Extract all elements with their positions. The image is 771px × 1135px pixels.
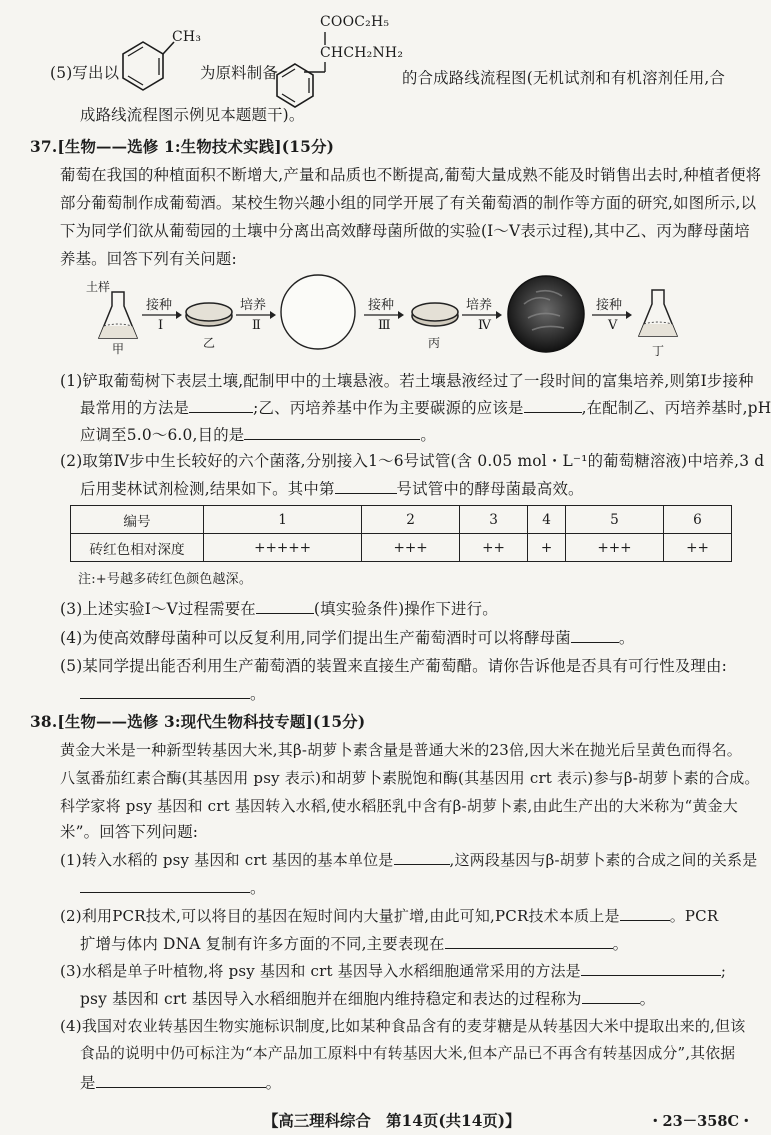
answer-blank-12[interactable]	[581, 960, 721, 976]
step-2-number: Ⅱ	[252, 318, 261, 333]
q38-q4-line3: 是 。	[80, 1074, 282, 1092]
q37-q2-line1: (2)取第Ⅳ步中生长较好的六个菌落,分别接入1～6号试管(含 0.05 mol・L⁻¹的葡萄糖溶液)中培养,3 d	[60, 452, 765, 470]
q37-q1-line2: 最常用的方法是 ;乙、丙培养基中作为主要碳源的应该是 ,在配制乙、丙培养基时,pH	[80, 399, 771, 417]
step-5-action: 接种	[596, 298, 623, 313]
table-row	[71, 506, 732, 534]
table-cell: +++++	[204, 534, 362, 562]
answer-blank-1[interactable]	[189, 397, 253, 413]
q37-q4: (4)为使高效酵母菌种可以反复利用,同学们提出生产葡萄酒时可以将酵母菌 。	[60, 629, 635, 647]
table-row	[71, 534, 732, 562]
flask-ding	[636, 288, 680, 340]
step-1-number: Ⅰ	[158, 318, 164, 333]
colony-plate	[506, 274, 586, 354]
yeast-isolation-diagram	[0, 270, 740, 370]
q37-q1-line1: (1)铲取葡萄树下表层土壤,配制甲中的土壤悬液。若土壤悬液经过了一段时间的富集培养,则第Ⅰ步接种	[60, 372, 754, 390]
table-cell: 5	[565, 506, 663, 534]
q37-intro-1: 葡萄在我国的种植面积不断增大,产量和品质也不断提高,葡萄大量成熟不能及时销售出去时,种植者便将	[60, 166, 762, 184]
table-cell: +	[528, 534, 566, 562]
label-ding: 丁	[652, 344, 665, 358]
exam-code: ・23－358C・	[648, 1113, 754, 1130]
step-1-action: 接种	[146, 298, 173, 313]
q37-q5-line1: (5)某同学提出能否利用生产葡萄酒的装置来直接生产葡萄醋。请你告诉他是否具有可行性及理由:	[60, 657, 728, 675]
answer-blank-10[interactable]	[620, 905, 670, 921]
table-header-label: 编号	[71, 506, 204, 534]
step-3-action: 接种	[368, 298, 395, 313]
q38-intro-2: 八氢番茄红素合酶(其基因用 psy 表示)和胡萝卜素脱饱和酶(其基因用 crt 表示)参与β-胡萝卜素的合成。	[60, 769, 760, 787]
table-cell: ++	[460, 534, 528, 562]
q38-title: 38.[生物——选修 3:现代生物科技专题](15分)	[30, 713, 366, 731]
q38-q3-line1: (3)水稻是单子叶植物,将 psy 基因和 crt 基因导入水稻细胞通常采用的方法是 ;	[60, 962, 727, 980]
result-table	[70, 505, 732, 562]
q38-intro-3: 科学家将 psy 基因和 crt 基因转入水稻,使水稻胚乳中含有β-胡萝卜素,由此生产出的大米称为“黄金大	[60, 797, 738, 815]
flask-jia	[96, 290, 140, 342]
step-2-action: 培养	[240, 298, 267, 313]
dish-yi	[184, 300, 234, 328]
q36-middle-text: 为原料制备	[200, 64, 278, 82]
q37-intro-3: 下为同学们欲从葡萄园的土壤中分离出高效酵母菌所做的实验(Ⅰ～Ⅴ表示过程),其中乙、丙为酵母菌培	[60, 222, 750, 240]
q37-q2-line2: 后用斐林试剂检测,结果如下。其中第 号试管中的酵母菌最高效。	[80, 480, 584, 498]
q37-q1-line3: 应调至5.0～6.0,目的是 。	[80, 426, 436, 444]
page-footer: 【高三理科综合 第14页(共14页)】	[263, 1112, 521, 1130]
answer-blank-2[interactable]	[524, 397, 582, 413]
q38-q1-line2: 。	[80, 877, 266, 898]
answer-blank-4[interactable]	[335, 478, 397, 494]
step-3-number: Ⅲ	[378, 318, 391, 333]
q36-line2: 成路线流程图示例见本题题干)。	[80, 106, 305, 124]
table-cell: 3	[460, 506, 528, 534]
answer-blank-13[interactable]	[582, 988, 640, 1004]
answer-blank-3[interactable]	[244, 424, 420, 440]
q38-q3-line2: psy 基因和 crt 基因导入水稻细胞并在细胞内维持稳定和表达的过程称为 。	[80, 990, 656, 1008]
q38-intro-4: 米”。回答下列问题:	[60, 823, 199, 841]
table-cell: 2	[362, 506, 460, 534]
q38-q2-line2: 扩增与体内 DNA 复制有许多方面的不同,主要表现在 。	[80, 935, 629, 953]
q37-q3: (3)上述实验Ⅰ～Ⅴ过程需要在 (填实验条件)操作下进行。	[60, 600, 498, 618]
soil-sample-label: 土样	[86, 280, 111, 294]
table-cell: 6	[663, 506, 731, 534]
q37-intro-2: 部分葡萄制作成葡萄酒。某校生物兴趣小组的同学开展了有关葡萄酒的制作等方面的研究,如图所示,以	[60, 194, 757, 212]
label-jia: 甲	[112, 342, 125, 356]
empty-circle	[278, 272, 358, 352]
answer-blank-9[interactable]	[80, 877, 250, 893]
table-cell: +++	[565, 534, 663, 562]
q38-q4-line1: (4)我国对农业转基因生物实施标识制度,比如某种食品含有的麦芽糖是从转基因大米中提取出来的,但该	[60, 1017, 746, 1035]
toluene-methyl-label: CH₃	[172, 29, 202, 45]
label-bing: 丙	[428, 336, 441, 350]
answer-blank-8[interactable]	[394, 849, 450, 865]
q36-suffix-text: 的合成路线流程图(无机试剂和有机溶剂任用,合	[402, 69, 726, 87]
answer-blank-11[interactable]	[445, 933, 613, 949]
label-yi: 乙	[203, 336, 216, 350]
q37-intro-4: 养基。回答下列有关问题:	[60, 250, 237, 268]
answer-blank-6[interactable]	[571, 627, 619, 643]
ester-chain-label: CHCH₂NH₂	[320, 45, 404, 61]
q36-part5-prefix: (5)写出以	[50, 64, 120, 82]
q38-q4-line2: 食品的说明中仍可标注为“本产品加工原料中有转基因大米,但本产品已不再含有转基因成分”,其依据	[80, 1045, 736, 1062]
table-cell: ++	[663, 534, 731, 562]
step-5-number: Ⅴ	[608, 318, 618, 333]
ester-structure	[270, 28, 340, 108]
step-4-action: 培养	[466, 298, 493, 313]
q37-title: 37.[生物——选修 1:生物技术实践](15分)	[30, 138, 335, 156]
table-cell: 4	[528, 506, 566, 534]
table-cell: +++	[362, 534, 460, 562]
table-cell: 1	[204, 506, 362, 534]
q37-q5-line2: 。	[80, 683, 266, 704]
q38-intro-1: 黄金大米是一种新型转基因大米,其β-胡萝卜素含量是普通大米的23倍,因大米在抛光后呈黄色而得名。	[60, 741, 742, 759]
answer-blank-5[interactable]	[256, 598, 314, 614]
dish-bing	[410, 300, 460, 328]
q38-q1-line1: (1)转入水稻的 psy 基因和 crt 基因的基本单位是 ,这两段基因与β-胡萝卜素的合成之间的关系是	[60, 851, 758, 869]
ester-cooc-label: COOC₂H₅	[320, 14, 390, 30]
answer-blank-14[interactable]	[96, 1072, 266, 1088]
answer-blank-7[interactable]	[80, 683, 250, 699]
q38-q2-line1: (2)利用PCR技术,可以将目的基因在短时间内大量扩增,由此可知,PCR技术本质上是 。PCR	[60, 907, 719, 925]
table-note: 注:+号越多砖红色颜色越深。	[78, 572, 253, 587]
table-row-label: 砖红色相对深度	[71, 534, 204, 562]
step-4-number: Ⅳ	[478, 318, 491, 333]
